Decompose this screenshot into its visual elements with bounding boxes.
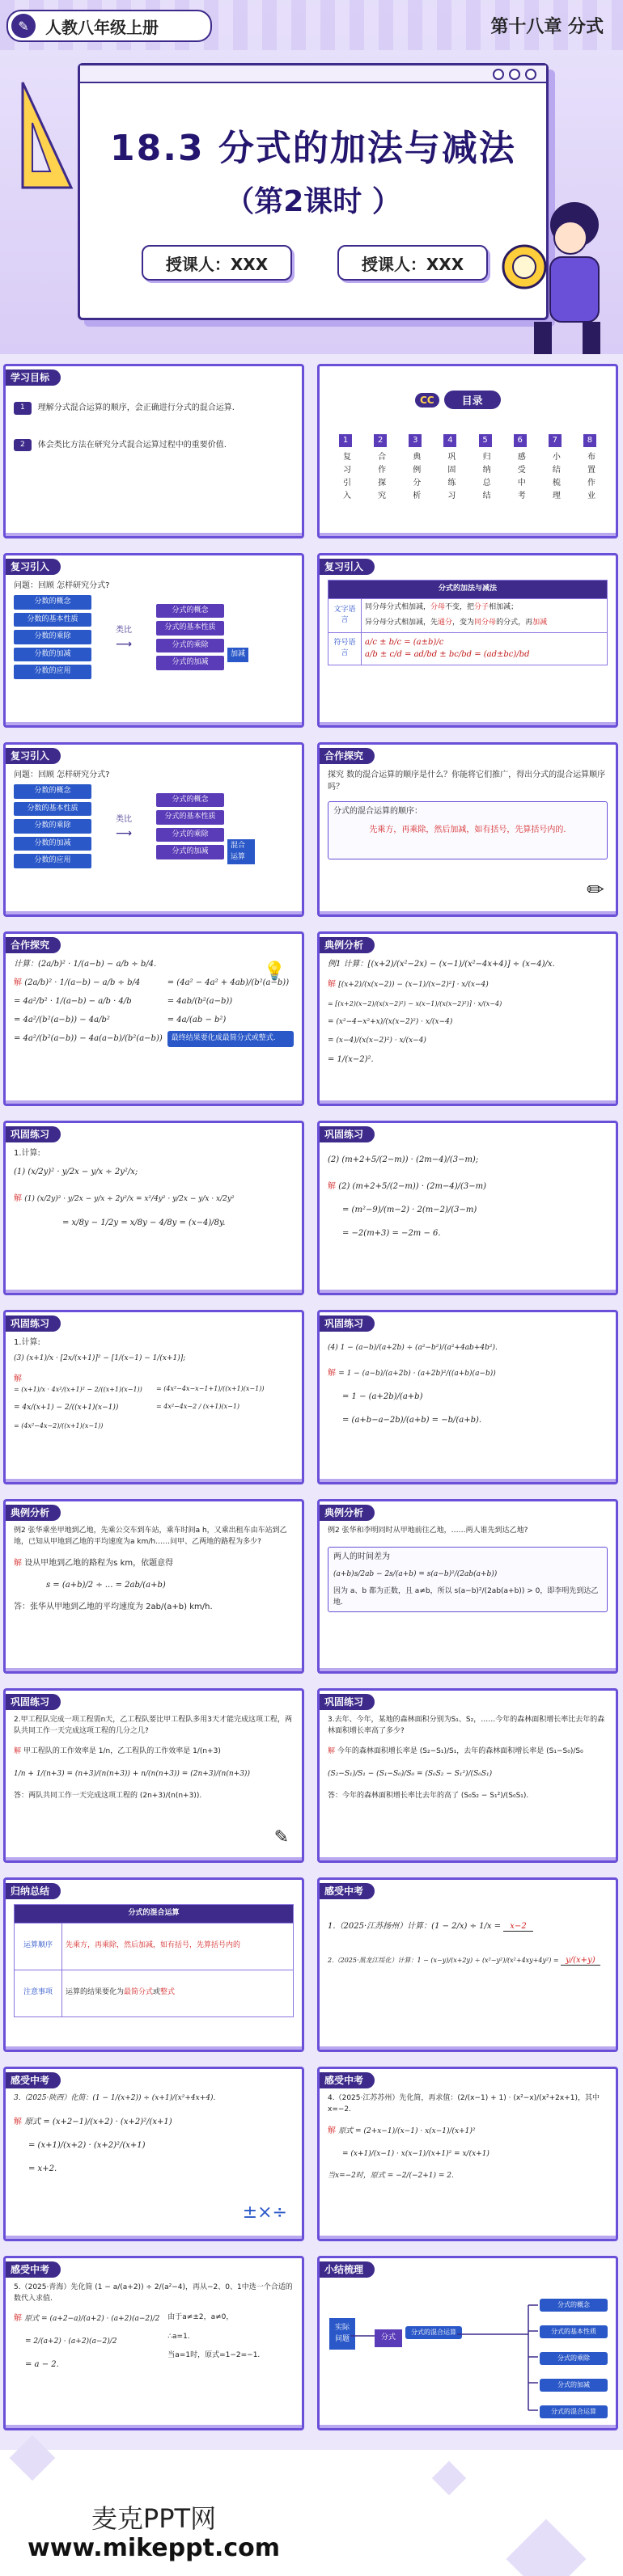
problem-text: (2) (m+2+5/(2−m)) · (2m−4)/(3−m); (328, 1155, 479, 1164)
toc-item[interactable] (540, 434, 570, 510)
solution-line: (1) (x/2y)² · y/2x − y/x ÷ 2y²/x = x²/4y² · y/2x − y/x · x/2y² (24, 1195, 235, 1203)
goal-number: 1 (14, 402, 32, 415)
number-concept-item: 分数的乘除 (14, 630, 91, 644)
number-concept-item: 分数的乘除 (14, 819, 91, 834)
slide-practice-4 (317, 1310, 618, 1484)
solution-line: = 4ab/(b²(a−b)) (167, 997, 233, 1006)
lightbulb-icon: 💡 (263, 961, 286, 982)
row-label: 运算顺序 (15, 1923, 62, 1970)
toc-item[interactable] (435, 434, 464, 510)
solution-line: = 4a²/b² · 1/(a−b) − a/b · 4/b (14, 997, 132, 1006)
solution-line: = (a+b−a−2b)/(a+b) = −b/(a+b). (342, 1416, 482, 1425)
row-formula: a/c ± b/c = (a±b)/c a/b ± c/d = ad/bd ± bc/bd = (ad±bc)/bd (362, 632, 608, 665)
slide-tag: 学习目标 (6, 370, 61, 386)
extra-tag: 混合运算 (227, 839, 255, 864)
slide-bar (320, 722, 616, 725)
toc-item[interactable] (331, 434, 360, 510)
teacher-label-2: 授课人：XXX (337, 245, 488, 281)
extra-tag: 加减 (227, 648, 248, 662)
toc-item-number: 6 (514, 434, 527, 447)
solution-line: = 4a/(ab − b²) (167, 1016, 227, 1024)
solution-line: = (x²−4−x²+x)/(x(x−2)²) · x/(x−4) (328, 1017, 453, 1026)
slide-toc (317, 364, 618, 538)
number-concept-item: 分数的基本性质 (14, 613, 91, 627)
toc-item[interactable] (366, 434, 395, 510)
slide-content (328, 1715, 608, 1856)
problem-text: (1) (x/2y)² · y/2x − y/x ÷ 2y²/x; (14, 1168, 138, 1176)
slide-content (14, 1715, 294, 1856)
analogy-arrow (91, 813, 156, 842)
solution-line: 设从甲地到乙地的路程为s km，依题意得 (24, 1559, 174, 1568)
slide-bar (6, 1668, 302, 1671)
answer-box (328, 1547, 608, 1613)
mindmap-node: 分式的概念 (540, 2299, 608, 2312)
fraction-list (156, 604, 224, 674)
order-box (328, 801, 608, 859)
slide-practice-6 (317, 1688, 618, 1863)
slide-content (14, 2093, 294, 2234)
solution-line: = (x+1)/(x+2) · (x+2)²/(x+1) (28, 2140, 146, 2150)
box-title: 分式的混合运算的顺序： (333, 807, 422, 816)
slide-content (14, 1526, 294, 1666)
question-text: 3.（2025·陕西）化简：(1 − 1/(x+2)) ÷ (x+1)/(x²+4x+4). (14, 2094, 216, 2102)
toc-item-label: 感受中考 (515, 452, 525, 504)
slide-tag: 感受中考 (6, 2261, 61, 2278)
question-text: 例2 张华乘坐甲地到乙地，先乘公交车到车站，乘车时间a h，又乘出租车由车站到乙地，已知从甲地到乙地的平均速度为a km/h……问甲、乙两地的路程为多少? (14, 1527, 287, 1546)
toc-item-label: 归纳总结 (481, 452, 490, 504)
question-text: 1.计算: (14, 1338, 40, 1347)
question-text: 例1 计算：[(x+2)/(x²−2x) − (x−1)/(x²−4x+4)] ÷ (x−4)/x. (328, 960, 555, 969)
number-concept-item: 分数的应用 (14, 854, 91, 868)
mindmap-node: 分式的加减 (540, 2379, 608, 2392)
question-text: 例2 张华和李明同时从甲地前往乙地，……两人谁先到达乙地? (328, 1527, 528, 1535)
solution-line: = [(x+2)(x−2)/(x(x−2)²) − x(x−1)/(x(x−2)²)] · x/(x−4) (328, 999, 502, 1007)
slide-tag: 典例分析 (320, 1505, 375, 1521)
mindmap-node: 分式的基本性质 (540, 2325, 608, 2338)
fraction-concept-item: 分式的基本性质 (156, 810, 224, 825)
slide-content (328, 580, 608, 720)
board-header (80, 65, 546, 83)
toc-item-number: 8 (583, 434, 596, 447)
page-title: 18.3 分式的加法与减法 (110, 128, 516, 169)
solution-line: s = (a+b)/2 ÷ ... = 2ab/(a+b) (46, 1581, 166, 1590)
solution-line: 原式 = (x+2−1)/(x+2) · (x+2)²/(x+1) (24, 2117, 172, 2126)
fraction-concept-item: 分式的加减 (156, 845, 224, 859)
slide-tag: 感受中考 (320, 1883, 375, 1899)
fraction-concept-item: 分式的加减 (156, 656, 224, 670)
slide-tag: 典例分析 (320, 937, 375, 953)
solution-label: 解 (14, 978, 22, 987)
slide-practice-3 (3, 1310, 304, 1484)
slide-content (328, 1337, 608, 1477)
mindmap-node: 分式的混合运算 (540, 2405, 608, 2418)
solution-line: [(x+2)/(x(x−2)) − (x−1)/(x−2)²] · x/(x−4) (338, 981, 489, 989)
slide-bar (320, 2046, 616, 2050)
fraction-concept-item: 分式的乘除 (156, 828, 224, 842)
solution-line: = 1 − (a−b)/(a+2b) · (a+2b)²/((a+b)(a−b)) (338, 1369, 496, 1378)
solution-line: 因为 a、b 都为正数，且 a≠b，所以 s(a−b)²/(2ab(a+b)) > 0，即李明先到达乙地. (333, 1587, 599, 1607)
book-icon: ✎ (11, 14, 36, 38)
solution-line: = a − 2. (25, 2360, 59, 2369)
pencil-icon: ✎ (273, 1827, 289, 1848)
slide-content (14, 1147, 294, 1288)
triangle-ruler-icon (15, 74, 79, 196)
fraction-concept-item: 分式的概念 (156, 604, 224, 619)
solution-line: = 4a²/(b²(a−b)) − 4a(a−b)/(b²(a−b)) (14, 1034, 163, 1043)
slide-review-1 (3, 553, 304, 728)
solution-line: 当a=1时，原式=1−2=−1. (167, 2351, 261, 2359)
solution-line: = (x+1)/x · 4x²/(x+1)² − 2/((x+1)(x−1)) (14, 1385, 142, 1393)
solution-label: 解 (328, 1182, 336, 1191)
brand-name: 麦克PPT网 (91, 2503, 217, 2534)
solution-line: = x/8y − 1/2y = x/8y − 4/8y = (x−4)/8y. (62, 1218, 226, 1227)
number-concept-item: 分数的基本性质 (14, 802, 91, 817)
toc-item[interactable] (471, 434, 500, 510)
question-text: 探究 数的混合运算的顺序是什么？你能将它们推广，得出分式的混合运算顺序吗？ (328, 771, 606, 792)
question-text: 1.计算: (14, 1149, 40, 1158)
toc-item[interactable] (506, 434, 535, 510)
decor-square (432, 2461, 466, 2495)
slide-exam-1 (317, 1877, 618, 2052)
row-text: 运算的结果要化为最简分式或整式 (62, 1970, 294, 2016)
slide-bar (320, 911, 616, 914)
slide-tag: 复习引入 (6, 559, 61, 575)
toc-list (331, 434, 604, 510)
rule-table (328, 580, 608, 665)
box-text: 先乘方，再乘除，然后加减，如有括号，先算括号内的. (369, 826, 566, 834)
slide-content (328, 1526, 608, 1666)
solution-line: 当x=−2时，原式 = −2/(−2+1) = 2. (328, 2172, 454, 2180)
slide-objectives (3, 364, 304, 538)
solution-label: 解 (328, 1368, 336, 1378)
solution-line: ∴a=1. (167, 2332, 190, 2341)
slide-content (14, 1904, 294, 2045)
slide-bar (320, 1668, 616, 1671)
slide-content (14, 958, 294, 1099)
solution-label: 解 (14, 2314, 22, 2323)
slide-content (14, 391, 294, 531)
toc-badge: CC (415, 393, 439, 408)
solution-label: 解 (14, 1194, 22, 1203)
solution-line: 今年的森林面积增长率是 (S₂−S₁)/S₁，去年的森林面积增长率是 (S₁−S₀)/S₀ (337, 1747, 583, 1755)
slide-explore-1 (317, 742, 618, 917)
mindmap-root: 实际问题 (329, 2318, 355, 2350)
slide-example-1 (317, 931, 618, 1106)
title-board (78, 63, 549, 320)
arrow-right-icon: ⟶ (115, 826, 133, 840)
mindmap-nodes (540, 2299, 608, 2430)
question-text: 1.（2025·江苏扬州）计算：(1 − 2/x) ÷ 1/x = (328, 1922, 504, 1931)
fraction-concept-item: 分式的概念 (156, 793, 224, 808)
solution-label: 解 (14, 1374, 22, 1383)
solution-line: = (x+1)/(x−1) · x(x−1)/(x+1)² = x/(x+1) (342, 2149, 490, 2158)
slide-bar (6, 533, 302, 536)
slide-practice-5 (3, 1688, 304, 1863)
goal-text: 理解分式混合运算的顺序，会正确进行分式的混合运算. (37, 403, 235, 412)
toc-title: 目录 (444, 391, 501, 409)
solution-line: 答：张华从甲地到乙地的平均速度为 2ab/(a+b) km/h. (14, 1603, 213, 1611)
slide-practice-1 (3, 1121, 304, 1295)
math-symbols-icon: ±×÷ (242, 2202, 287, 2223)
question-text: 3.去年、今年，某地的森林面积分别为S₁、S₂，……今年的森林面积增长率比去年的森林面积增长率高了多少? (328, 1716, 605, 1735)
solution-line: = (m²−9)/(m−2) · 2(m−2)/(3−m) (342, 1206, 477, 1214)
slide-tag: 合作探究 (6, 937, 61, 953)
solution-label: 解 (328, 1747, 336, 1755)
row-label: 符号语言 (328, 632, 362, 665)
toc-item[interactable] (400, 434, 430, 510)
question-text: 问题：回顾 怎样研究分式? (14, 581, 110, 590)
toc-item-label: 巩固练习 (445, 452, 455, 504)
slide-tag: 巩固练习 (320, 1315, 375, 1332)
pencil-cup-icon: ✏ (587, 878, 604, 902)
number-concept-item: 分数的概念 (14, 595, 91, 610)
fraction-list (156, 793, 224, 863)
toc-item-number: 3 (409, 434, 422, 447)
book-label: 人教八年级上册 (45, 17, 159, 37)
slide-tag: 小结梳理 (320, 2261, 375, 2278)
problem-text: (4) 1 − (a−b)/(a+2b) ÷ (a²−b²)/(a²+4ab+4b²). (328, 1344, 498, 1352)
brand-url[interactable]: www.mikeppt.com (28, 2534, 280, 2562)
slide-bar (320, 1857, 616, 1860)
solution-line: 原式 = (2+x−1)/(x−1) · x(x−1)/(x+1)² (338, 2127, 476, 2135)
question-text: 问题：回顾 怎样研究分式? (14, 771, 110, 779)
toc-item-label: 典例分析 (410, 452, 420, 504)
slide-bar (6, 1857, 302, 1860)
analogy-label: 类比 (116, 625, 132, 635)
slide-bar (6, 2425, 302, 2428)
slide-tag: 合作探究 (320, 748, 375, 764)
problem-text: (3) (x+1)/x · [2x/(x+1)]² − [1/(x−1) − 1/(x+1)]; (14, 1354, 186, 1362)
slide-bar (320, 533, 616, 536)
toc-item-label: 复习引入 (341, 452, 350, 504)
slide-tag: 归纳总结 (6, 1883, 61, 1899)
solution-line: 1/n + 1/(n+3) = (n+3)/(n(n+3)) + n/(n(n+3)) = (2n+3)/(n(n+3)) (14, 1769, 250, 1778)
mindmap-mid: 分式 (375, 2329, 402, 2347)
decor-square (10, 2435, 56, 2481)
slide-explore-2 (3, 931, 304, 1106)
solution-line: = 4a²/(b²(a−b)) − 4a/b² (14, 1016, 110, 1024)
slide-mindmap (317, 2256, 618, 2430)
summary-table (14, 1904, 294, 2017)
slide-bar (320, 2236, 616, 2239)
solution-label: 解 (14, 1747, 22, 1755)
solution-label: 解 (14, 2117, 22, 2126)
solution-line: = −2(m+3) = −2m − 6. (342, 1229, 441, 1238)
slide-review-2 (317, 553, 618, 728)
solution-line: (S₂−S₁)/S₁ − (S₁−S₀)/S₀ = (S₀S₂ − S₁²)/(S₀S₁) (328, 1769, 493, 1778)
arrow-right-icon: ⟶ (115, 637, 133, 651)
row-label: 注意事项 (15, 1970, 62, 2016)
number-concept-item: 分数的加减 (14, 837, 91, 851)
slide-bar (320, 1290, 616, 1293)
slide-content (14, 580, 294, 720)
solution-label: 解 (328, 2126, 336, 2135)
board-dots (493, 69, 536, 80)
student-illustration (485, 192, 623, 354)
toc-item-number: 1 (339, 434, 352, 447)
slide-tag: 感受中考 (320, 2072, 375, 2088)
question-text: 2.甲工程队完成一项工程需n天，乙工程队要比甲工程队多用3天才能完成这项工程，两队共同工作一天完成这项工程的几分之几? (14, 1716, 293, 1735)
toc-item[interactable] (575, 434, 604, 510)
slide-content (328, 1147, 608, 1288)
slide-exam-4 (3, 2256, 304, 2430)
slide-bar (6, 1100, 302, 1104)
slide-bar (320, 1100, 616, 1104)
solution-line: = x+2. (28, 2164, 57, 2173)
slide-bar (6, 2236, 302, 2239)
book-tag (6, 10, 212, 42)
question-text: 5.（2025·青海）先化简 (1 − a/(a+2)) ÷ 2/(a²−4)，再从−2、0、1中选一个合适的数代入求值. (14, 2283, 293, 2303)
solution-line: 甲工程队的工作效率是 1/n，乙工程队的工作效率是 1/(n+3) (23, 1747, 221, 1755)
toc-item-number: 2 (374, 434, 387, 447)
goal-text: 体会类比方法在研究分式混合运算过程中的重要价值. (37, 440, 227, 450)
slide-example-2 (3, 1499, 304, 1674)
row-label: 文字语言 (328, 598, 362, 632)
goal-number: 2 (14, 439, 32, 452)
slide-tag: 典例分析 (6, 1505, 61, 1521)
solution-line: = (x−4)/(x(x−2)²) · x/(x−4) (328, 1037, 426, 1045)
slide-tag: 复习引入 (6, 748, 61, 764)
analogy-arrow (91, 624, 156, 653)
toc-header (415, 391, 501, 409)
cover-slide (0, 0, 623, 354)
slide-bar (6, 722, 302, 725)
slide-content (328, 2283, 608, 2423)
footer (0, 2450, 623, 2576)
slide-tag: 巩固练习 (6, 1694, 61, 1710)
solution-line: = 1 − (a+2b)/(a+b) (342, 1392, 423, 1401)
fraction-concept-item: 分式的基本性质 (156, 621, 224, 636)
solution-line: (2) (m+2+5/(2−m)) · (2m−4)/(3−m) (338, 1182, 487, 1191)
slide-bar (6, 2046, 302, 2050)
solution-line: = 4x/(x+1) − 2/((x+1)(x−1)) (14, 1403, 119, 1412)
slide-summary (3, 1877, 304, 2052)
solution-label: 解 (328, 980, 336, 989)
question-text: 4.（2025·江苏苏州）先化简，再求值：(2/(x−1) + 1) · (x²−x)/(x²+2x+1)，其中x=−2. (328, 2094, 600, 2114)
slide-bar (6, 1479, 302, 1482)
slide-tag: 巩固练习 (320, 1126, 375, 1142)
number-concept-item: 分数的概念 (14, 784, 91, 799)
solution-line: = (4x²−4x−2)/((x+1)(x−1)) (14, 1422, 104, 1429)
number-concept-item: 分数的应用 (14, 665, 91, 679)
solution-line: = 1/(x−2)². (328, 1054, 374, 1064)
number-list (14, 784, 91, 872)
row-text: 同分母分式相加减，分母不变，把分子相加减； 异分母分式相加减，先通分，变为同分母的分式，再加减 (362, 598, 608, 632)
teacher-label-1: 授课人：XXX (142, 245, 292, 281)
slide-example-3 (317, 1499, 618, 1674)
question-text: 2.（2025·黑龙江绥化）计算：1 − (x−y)/(x+2y) ÷ (x²−y²)/(x²+4xy+4y²) = (328, 1956, 562, 1964)
slide-bar (320, 2425, 616, 2428)
toc-item-label: 小结梳理 (550, 452, 560, 504)
toc-item-number: 5 (479, 434, 492, 447)
slide-content (328, 1904, 608, 2045)
mindmap-mid2: 分式的混合运算 (405, 2326, 462, 2339)
question-text: 计算：(2a/b)² · 1/(a−b) − a/b ÷ b/4. (14, 960, 157, 969)
toc-item-number: 4 (443, 434, 456, 447)
solution-line: = 4x²−4x−2 / (x+1)(x−1) (156, 1402, 240, 1410)
note-callout: 最终结果要化成最简分式或整式. (167, 1031, 294, 1047)
number-list (14, 595, 91, 682)
slide-review-3 (3, 742, 304, 917)
toc-item-label: 布置作业 (585, 452, 595, 504)
slide-practice-2 (317, 1121, 618, 1295)
slide-content (14, 1337, 294, 1477)
number-concept-item: 分数的加减 (14, 648, 91, 662)
row-text: 先乘方，再乘除，然后加减，如有括号，先算括号内的 (62, 1923, 294, 1970)
answer-text: x−2 (503, 1922, 532, 1932)
solution-line: = 2/(a+2) · (a+2)(a−2)/2 (25, 2337, 117, 2346)
slide-tag: 巩固练习 (320, 1694, 375, 1710)
solution-line: 原式 = (a+2−a)/(a+2) · (a+2)(a−2)/2 (24, 2315, 160, 2323)
answer-text: y/(x+y) (561, 1956, 600, 1966)
solution-line: = (4x²−4x−x−1+1)/((x+1)(x−1)) (156, 1384, 265, 1392)
solution-line: = (4a² − 4a² + 4ab)/(b²(a−b)) (167, 978, 290, 987)
chapter-label: 第十八章 分式 (490, 17, 604, 37)
analogy-label: 类比 (116, 814, 132, 824)
slide-content (328, 769, 608, 910)
slide-bar (6, 1290, 302, 1293)
solution-line: 答：今年的森林面积增长率比去年的高了 (S₀S₂ − S₁²)/(S₀S₁). (328, 1792, 529, 1800)
solution-line: (2a/b)² · 1/(a−b) − a/b ÷ b/4 (24, 978, 141, 987)
mindmap-node: 分式的乘除 (540, 2352, 608, 2365)
slide-bar (320, 1479, 616, 1482)
slide-tag: 巩固练习 (6, 1315, 61, 1332)
toc-item-label: 合作探究 (375, 452, 385, 504)
slide-content (328, 2093, 608, 2234)
slide-tag: 感受中考 (6, 2072, 61, 2088)
slide-exam-2 (3, 2067, 304, 2241)
slide-content (328, 958, 608, 1099)
page-subtitle: （第2课时 ） (225, 185, 401, 218)
slide-bar (6, 911, 302, 914)
slide-tag: 巩固练习 (6, 1126, 61, 1142)
slide-exam-3 (317, 2067, 618, 2241)
toc-item-number: 7 (549, 434, 562, 447)
table-header: 分式的混合运算 (15, 1905, 294, 1924)
solution-line: 答：两队共同工作一天完成这项工程的 (2n+3)/(n(n+3)). (14, 1792, 202, 1800)
decor-square (506, 2519, 587, 2576)
slide-content (14, 2283, 294, 2423)
table-header: 分式的加法与减法 (328, 581, 608, 599)
solution-line: 两人的时间差为 (333, 1552, 390, 1561)
solution-label: 解 (14, 1559, 22, 1568)
solution-line: 由于a≠±2，a≠0， (167, 2313, 234, 2321)
solution-line: (a+b)s/2ab − 2s/(a+b) = s(a−b)²/(2ab(a+b)) (333, 1569, 498, 1578)
slide-content (14, 769, 294, 910)
fraction-concept-item: 分式的乘除 (156, 639, 224, 653)
slide-tag: 复习引入 (320, 559, 375, 575)
